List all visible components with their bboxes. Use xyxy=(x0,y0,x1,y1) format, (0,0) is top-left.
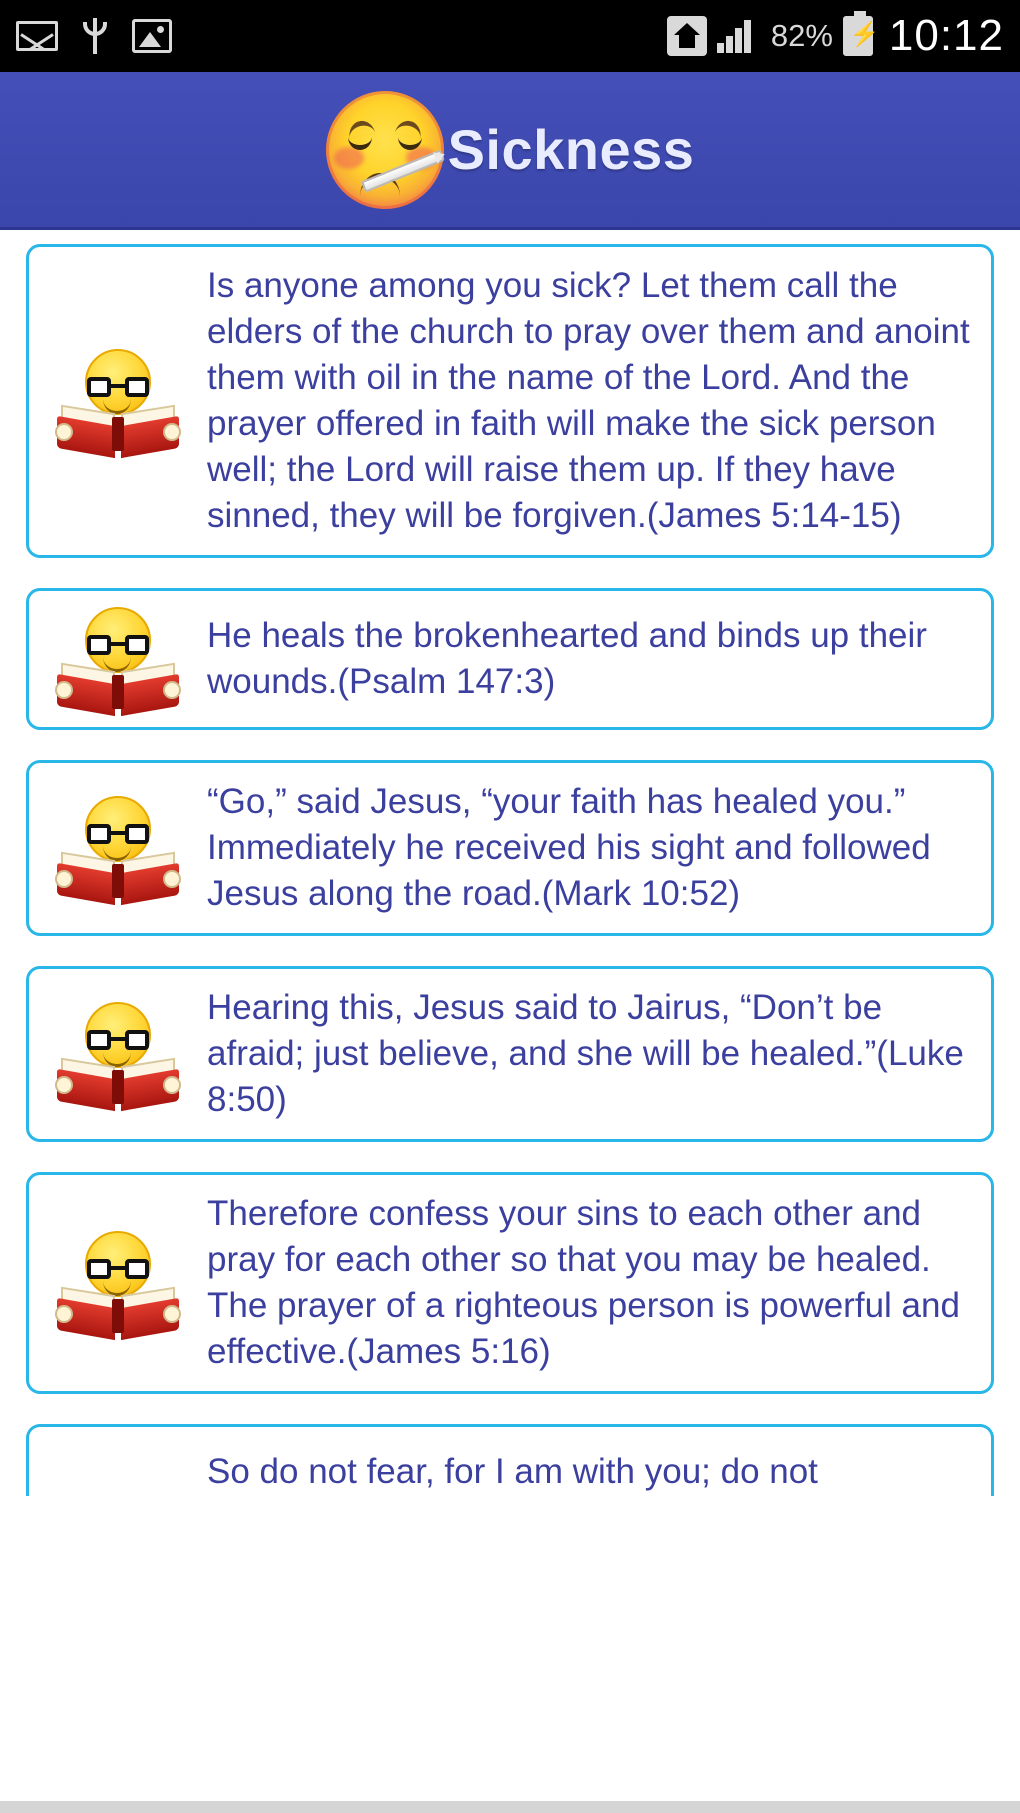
list-item[interactable] xyxy=(26,244,994,558)
list-item[interactable] xyxy=(26,1424,994,1496)
app-bar xyxy=(0,72,1020,230)
verse-text: He heals the brokenhearted and binds up their wounds.(Psalm 147:3) xyxy=(207,616,927,701)
list-item[interactable] xyxy=(26,966,994,1142)
verse-text: Hearing this, Jesus said to Jairus, “Don’t be afraid; just believe, and she will be healed.”(Luke 8:50) xyxy=(207,988,964,1119)
page-title: Sickness xyxy=(447,118,695,181)
reading-emoji-icon xyxy=(43,349,193,453)
verse-list[interactable] xyxy=(0,230,1020,1496)
reading-emoji-icon xyxy=(43,1231,193,1335)
status-bar-left-icons xyxy=(16,18,667,54)
verse-text: “Go,” said Jesus, “your faith has healed you.” Immediately he received his sight and followed Jesus along the road.(Mark 10:52) xyxy=(207,782,931,913)
signal-icon xyxy=(717,19,761,53)
battery-icon xyxy=(843,16,873,56)
verse-text: Therefore confess your sins to each other and pray for each other so that you may be healed. The prayer of a righteous person is powerful and effective.(James 5:16) xyxy=(207,1194,960,1371)
list-item[interactable] xyxy=(26,760,994,936)
verse-text: So do not fear, for I am with you; do not xyxy=(207,1452,818,1491)
reading-emoji-icon xyxy=(43,607,193,711)
status-bar-right-icons xyxy=(667,11,1004,61)
verse-text: Is anyone among you sick? Let them call the elders of the church to pray over them and anoint them with oil in the name of the Lord. And the prayer offered in faith will make the sick person well; the Lord will raise them up. If they have sinned, they will be forgiven.(James 5:14-15) xyxy=(207,266,970,535)
reading-emoji-icon xyxy=(43,1002,193,1106)
status-bar xyxy=(0,0,1020,72)
sick-face-emoji-icon xyxy=(326,91,444,209)
mail-icon xyxy=(16,21,58,51)
battery-percent: 82% xyxy=(770,18,833,53)
home-icon xyxy=(667,16,707,56)
status-clock: 10:12 xyxy=(888,11,1004,60)
list-item[interactable] xyxy=(26,588,994,730)
reading-emoji-icon xyxy=(43,796,193,900)
usb-icon xyxy=(80,18,110,54)
navigation-strip xyxy=(0,1801,1020,1813)
list-item[interactable] xyxy=(26,1172,994,1394)
image-icon xyxy=(132,19,172,53)
